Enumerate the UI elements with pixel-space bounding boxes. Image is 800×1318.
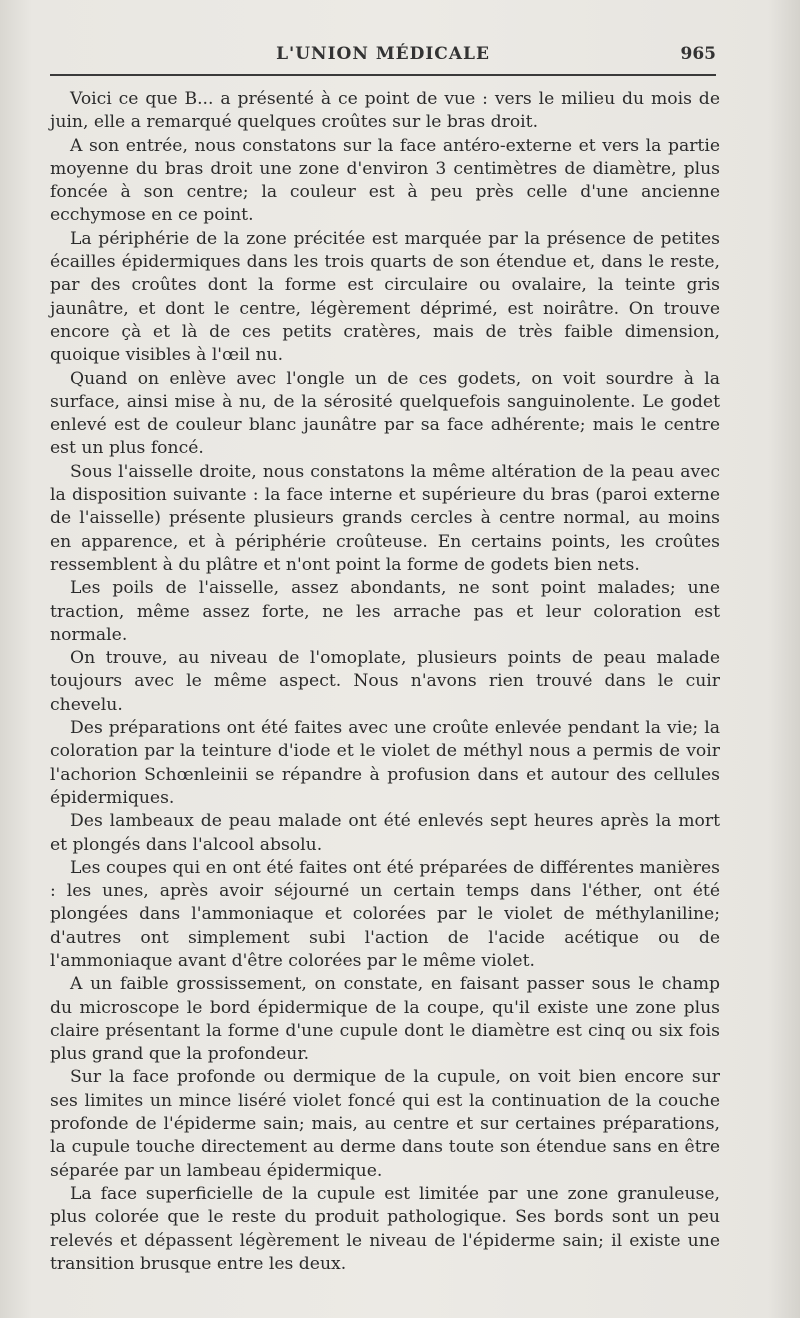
paragraph: On trouve, au niveau de l'omoplate, plusieurs points de peau malade toujours avec le même aspect. Nous n'avons rien trouvé dans le cuir chevelu. bbox=[50, 648, 720, 715]
paragraph: Sous l'aisselle droite, nous constatons la même altération de la peau avec la disposition suivante : la face interne et supérieure du bras (paroi externe de l'aisselle) présente plusieurs grands cercles à centre normal, au moins en apparence, et à périphérie croûteuse. En certains points, les croûtes ressemblent à du plâtre et n'ont point la forme de godets bien nets. bbox=[50, 461, 720, 575]
paragraph: A un faible grossissement, on constate, en faisant passer sous le champ du microscope le bord épidermique de la coupe, qu'il existe une zone plus claire présentant la forme d'une cupule dont le diamètre est cinq ou six fois plus grand que la profondeur. bbox=[50, 974, 720, 1065]
paragraph: La face superficielle de la cupule est limitée par une zone granuleuse, plus colorée que le reste du produit pathologique. Ses bords sont un peu relevés et dépassent légèrement le niveau de l'épiderme sain; il existe une transition brusque entre les deux. bbox=[50, 1183, 720, 1274]
paragraph: Les coupes qui en ont été faites ont été préparées de différentes manières : les unes, après avoir séjourné un certain temps dans l'éther, ont été plongées dans l'ammoniaque et colorées par le violet de méthylaniline; d'autres ont simplement subi l'action de l'acide acétique ou de l'ammoniaque avant d'être colorées par le même violet. bbox=[50, 857, 720, 971]
page-number: 965 bbox=[680, 44, 716, 64]
paragraph: Quand on enlève avec l'ongle un de ces godets, on voit sourdre à la surface, ainsi mise à nu, de la sérosité quelquefois sanguinolente. Le godet enlevé est de couleur blanc jaunâtre par sa face adhérente; mais le centre est un plus foncé. bbox=[50, 368, 720, 459]
paragraph: Les poils de l'aisselle, assez abondants, ne sont point malades; une traction, même assez forte, ne les arrache pas et leur coloration est normale. bbox=[50, 578, 720, 645]
paragraph: La périphérie de la zone précitée est marquée par la présence de petites écailles épidermiques dans les trois quarts de son étendue et, dans le reste, par des croûtes dont la forme est circulaire ou ovalaire, la teinte gris jaunâtre, et dont le centre, légèrement déprimé, est noirâtre. On trouve encore çà et là de ces petits cratères, mais de très faible dimension, quoique visibles à l'œil nu. bbox=[50, 228, 720, 366]
journal-title: L'UNION MÉDICALE bbox=[276, 44, 490, 64]
paragraph: A son entrée, nous constatons sur la face antéro-externe et vers la partie moyenne du bras droit une zone d'environ 3 centimètres de diamètre, plus foncée à son centre; la couleur est à peu près celle d'une ancienne ecchymose en ce point. bbox=[50, 135, 720, 226]
article-body bbox=[50, 88, 720, 1276]
running-header bbox=[50, 44, 716, 74]
paragraph: Des préparations ont été faites avec une croûte enlevée pendant la vie; la coloration par la teinture d'iode et le violet de méthyl nous a permis de voir l'achorion Schœnleinii se répandre à profusion dans et autour des cellules épidermiques. bbox=[50, 718, 720, 808]
paragraph: Sur la face profonde ou dermique de la cupule, on voit bien encore sur ses limites un mince liséré violet foncé qui est la continuation de la couche profonde de l'épiderme sain; mais, au centre et sur certaines préparations, la cupule touche directement au derme dans toute son étendue sans en être séparée par un lambeau épidermique. bbox=[50, 1067, 720, 1181]
header-rule bbox=[50, 74, 716, 76]
paragraph: Voici ce que B... a présenté à ce point de vue : vers le milieu du mois de juin, elle a remarqué quelques croûtes sur le bras droit. bbox=[50, 89, 720, 133]
paragraph: Des lambeaux de peau malade ont été enlevés sept heures après la mort et plongés dans l'alcool absolu. bbox=[50, 811, 720, 855]
